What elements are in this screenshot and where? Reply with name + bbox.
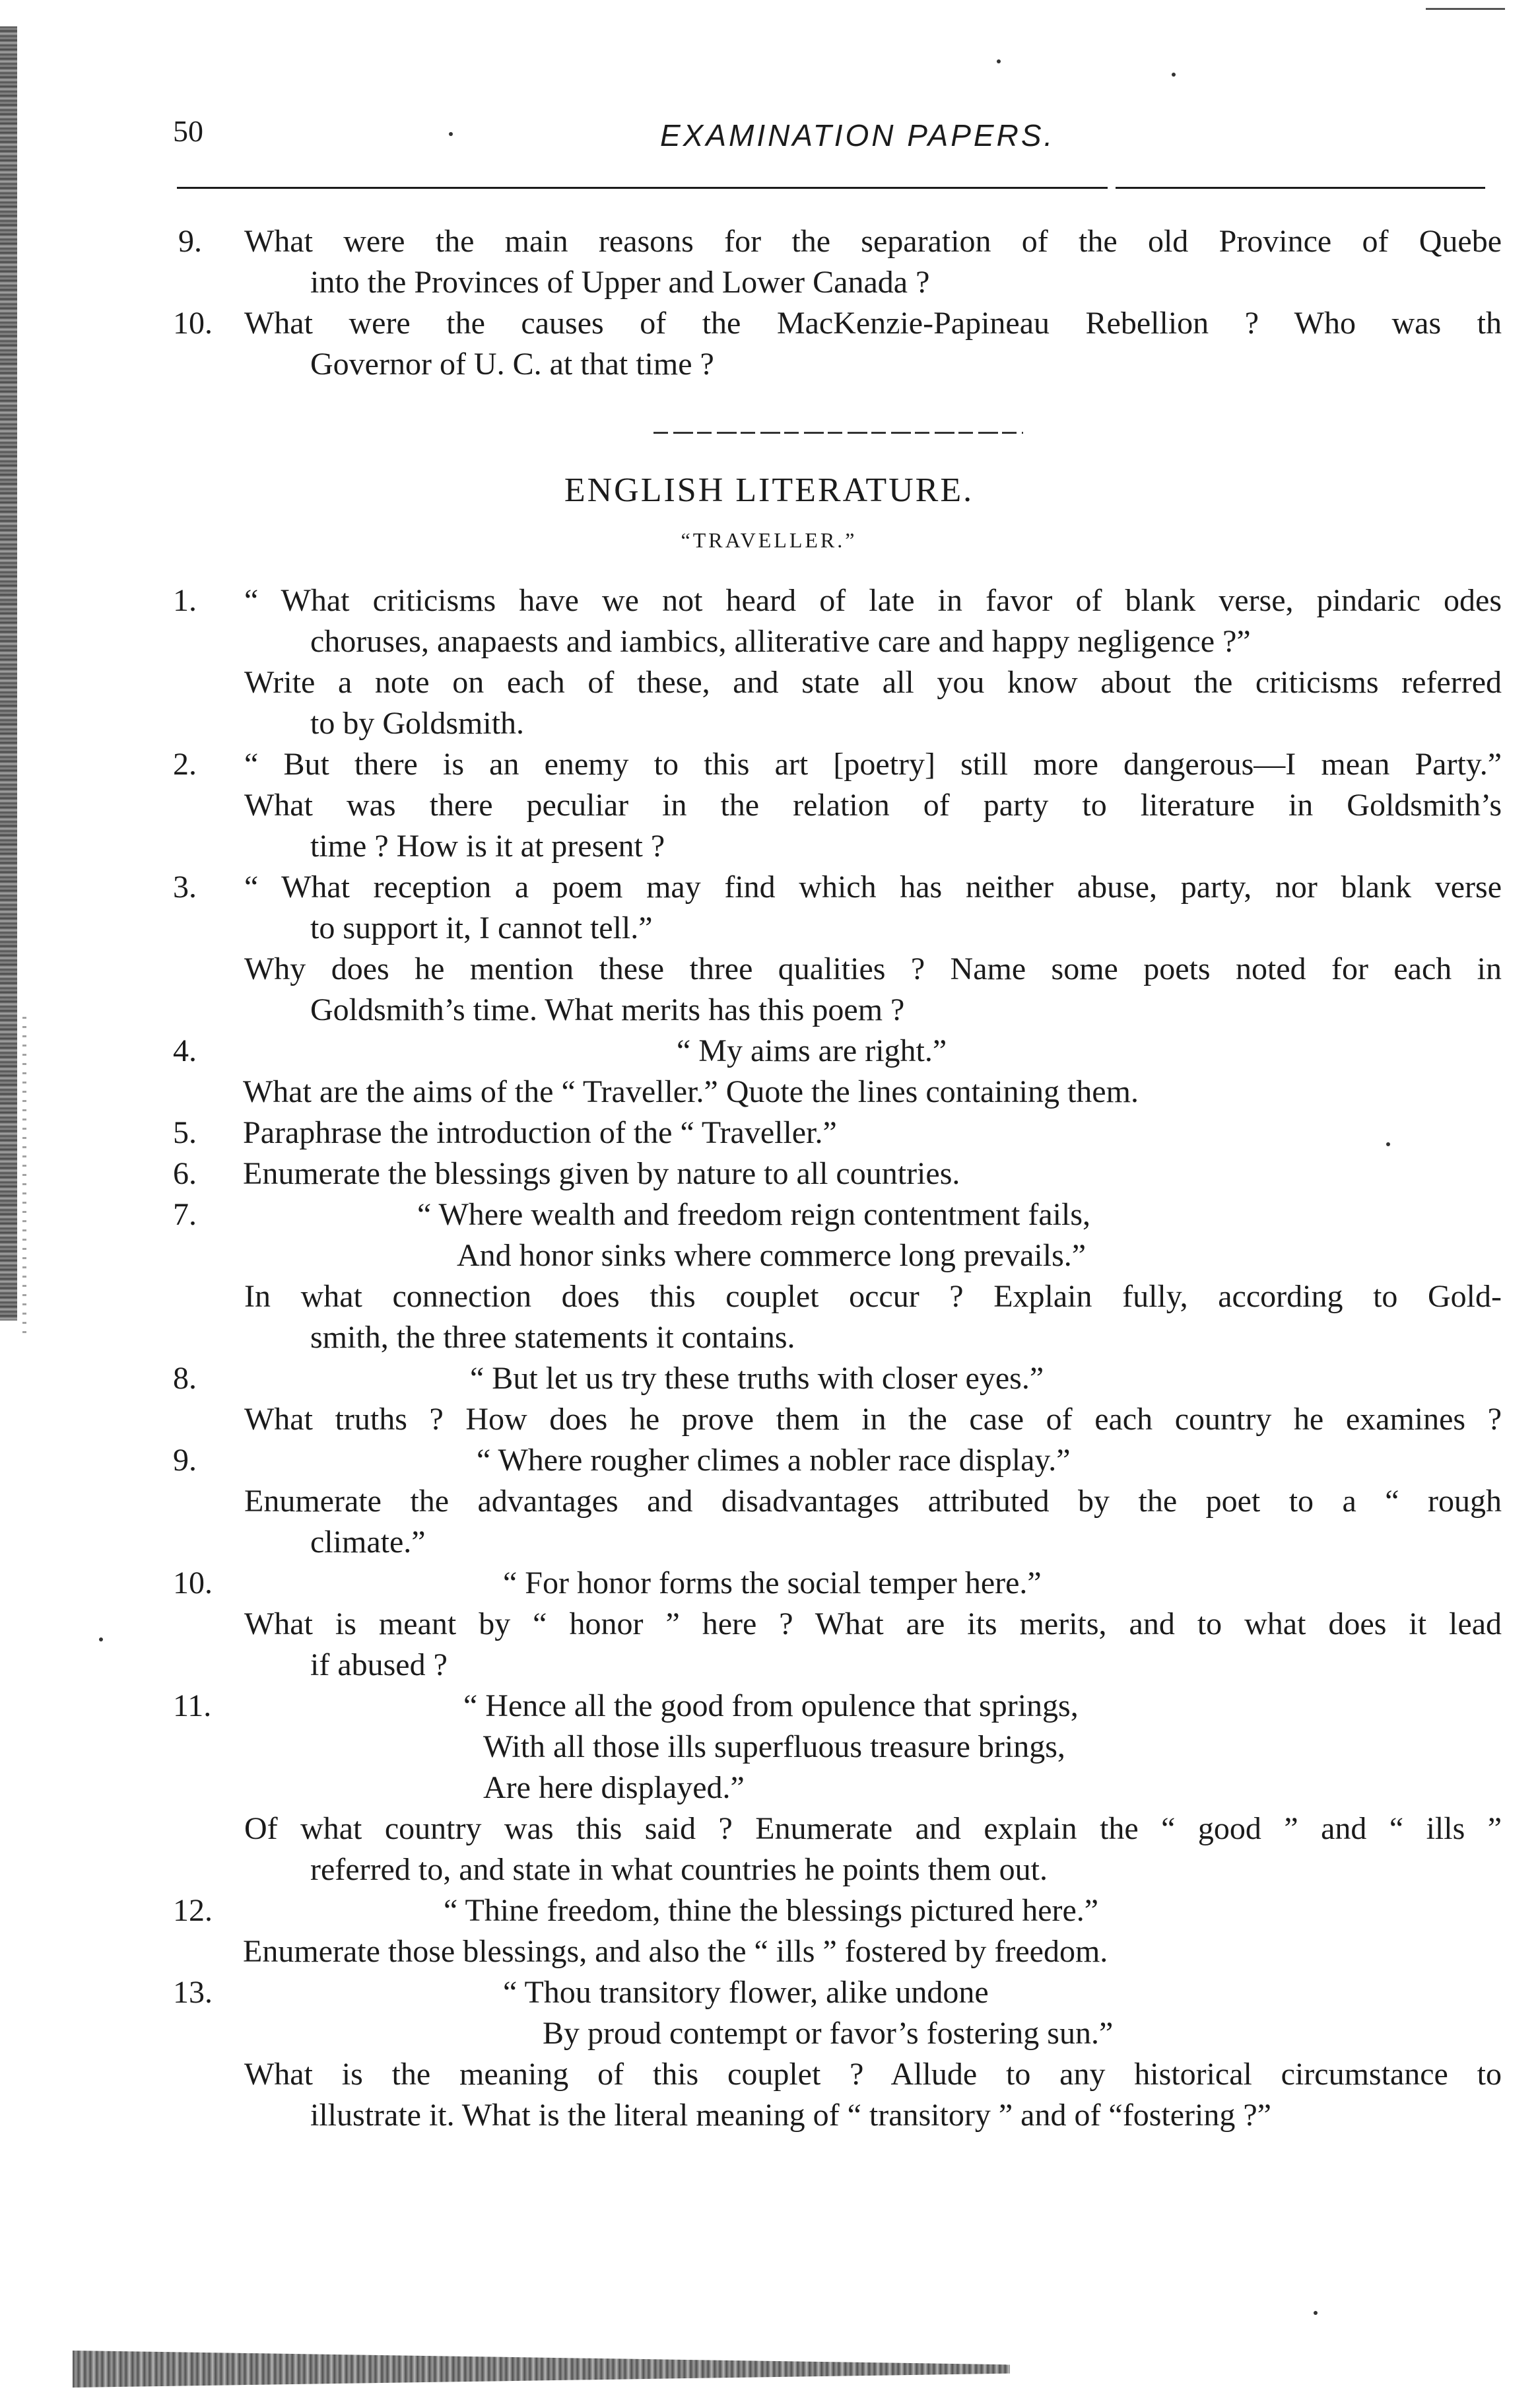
question-text: What truths ? How does he prove them in the case of each country he examines ? (244, 1402, 1502, 1437)
quoted-verse: “ Hence all the good from opulence that springs, (463, 1688, 1079, 1723)
question-text: choruses, anapaests and iambics, alliterative care and happy negligence ?” (310, 624, 1251, 659)
question-text: Paraphrase the introduction of the “ Traveller.” (243, 1115, 837, 1150)
question-text: Of what country was this said ? Enumerate and explain the “ good ” and “ ills ” (244, 1811, 1502, 1846)
question-text: “ What criticisms have we not heard of late in favor of blank verse, pindaric odes (244, 583, 1502, 618)
quoted-verse: “ For honor forms the social temper here.” (503, 1565, 1042, 1600)
quoted-verse: By proud contempt or favor’s fostering sun.” (543, 2016, 1114, 2051)
binding-edge (0, 26, 17, 1321)
scan-bottom-edge (73, 2351, 1010, 2388)
question-number: 5. (173, 1115, 197, 1150)
question-text: Governor of U. C. at that time ? (310, 347, 714, 382)
page-number: 50 (173, 114, 203, 148)
question-number: 10. (173, 306, 213, 341)
quoted-verse: “ Thine freedom, thine the blessings pictured here.” (444, 1893, 1099, 1928)
quoted-verse: “ My aims are right.” (677, 1033, 947, 1068)
question-number: 4. (173, 1033, 197, 1068)
quoted-verse: “ Thou transitory flower, alike undone (503, 1975, 989, 2010)
question-number: 10. (173, 1565, 213, 1600)
question-text: smith, the three statements it contains. (310, 1320, 795, 1355)
scan-edge-mark (1426, 8, 1505, 10)
question-number: 7. (173, 1197, 197, 1232)
question-text: What were the causes of the MacKenzie-Papineau Rebellion ? Who was th (244, 306, 1502, 341)
question-number: 8. (173, 1361, 197, 1396)
question-text: “ What reception a poem may find which has neither abuse, party, nor blank verse (244, 870, 1502, 905)
scan-speck (1172, 73, 1176, 77)
question-number: 9. (178, 224, 202, 259)
question-text: What is meant by “ honor ” here ? What are its merits, and to what does it lead (244, 1606, 1502, 1641)
question-text: into the Provinces of Upper and Lower Canada ? (310, 265, 930, 300)
header-rule (1116, 187, 1485, 189)
question-number: 1. (173, 583, 197, 618)
question-text: Goldsmith’s time. What merits has this poem ? (310, 992, 905, 1027)
question-text: Enumerate the advantages and disadvantages attributed by the poet to a “ rough (244, 1484, 1502, 1519)
question-number: 3. (173, 870, 197, 905)
question-text: “ But there is an enemy to this art [poetry] still more dangerous—I mean Party.” (244, 747, 1502, 782)
question-text: Write a note on each of these, and state all you know about the criticisms referred (244, 665, 1502, 700)
scan-speck (997, 59, 1001, 63)
binding-shadow (22, 1017, 26, 1334)
question-number: 6. (173, 1156, 197, 1191)
question-number: 11. (173, 1688, 212, 1723)
scan-speck (1386, 1142, 1390, 1146)
question-text: time ? How is it at present ? (310, 829, 665, 864)
section-title: ENGLISH LITERATURE. (564, 471, 974, 509)
quoted-verse: And honor sinks where commerce long prevails.” (457, 1238, 1087, 1273)
scan-speck (449, 132, 453, 136)
question-number: 9. (173, 1443, 197, 1478)
scan-speck (99, 1637, 103, 1641)
question-text: What is the meaning of this couplet ? Allude to any historical circumstance to (244, 2057, 1502, 2092)
question-text: Enumerate the blessings given by nature to all countries. (243, 1156, 960, 1191)
question-number: 12. (173, 1893, 213, 1928)
question-text: to by Goldsmith. (310, 706, 525, 741)
question-text: if abused ? (310, 1647, 448, 1682)
quoted-verse: Are here displayed.” (483, 1770, 745, 1805)
header-rule (177, 187, 1108, 189)
question-number: 2. (173, 747, 197, 782)
question-text: referred to, and state in what countries he points them out. (310, 1852, 1048, 1887)
quoted-verse: With all those ills superfluous treasure brings, (483, 1729, 1065, 1764)
question-text: illustrate it. What is the literal meaning of “ transitory ” and of “fostering ?” (310, 2098, 1271, 2133)
scan-speck (1314, 2311, 1318, 2315)
question-text: to support it, I cannot tell.” (310, 911, 653, 946)
question-text: What are the aims of the “ Traveller.” Quote the lines containing them. (243, 1074, 1139, 1109)
section-divider (653, 432, 1023, 434)
running-title: EXAMINATION PAPERS. (660, 118, 1055, 153)
question-number: 13. (173, 1975, 213, 2010)
question-text: What were the main reasons for the separation of the old Province of Quebe (244, 224, 1502, 259)
quoted-verse: “ But let us try these truths with closer eyes.” (470, 1361, 1044, 1396)
question-text: Why does he mention these three qualities ? Name some poets noted for each in (244, 951, 1502, 986)
section-subtitle: “TRAVELLER.” (681, 528, 857, 552)
question-text: Enumerate those blessings, and also the “ ills ” fostered by freedom. (243, 1934, 1108, 1969)
quoted-verse: “ Where wealth and freedom reign contentment fails, (417, 1197, 1091, 1232)
question-text: climate.” (310, 1525, 426, 1560)
question-text: What was there peculiar in the relation of party to literature in Goldsmith’s (244, 788, 1502, 823)
quoted-verse: “ Where rougher climes a nobler race display.” (477, 1443, 1071, 1478)
question-text: In what connection does this couplet occur ? Explain fully, according to Gold- (244, 1279, 1502, 1314)
